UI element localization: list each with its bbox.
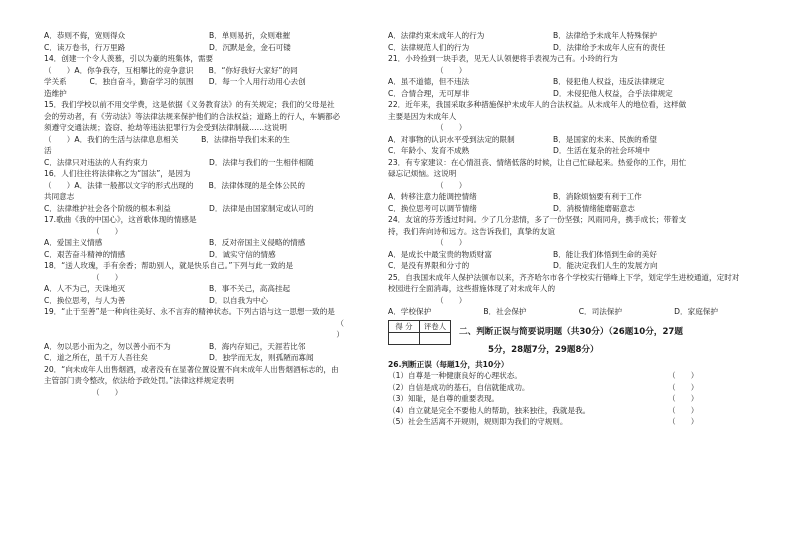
question-line: 17.歌曲《我的中国心》，这首歌体现的情感是 — [44, 215, 197, 224]
answer-bracket: （ ） — [92, 272, 123, 282]
judge-answer-bracket[interactable]: （ ） — [668, 382, 699, 392]
grader-label: 评卷人 — [420, 320, 451, 332]
judge-answer-bracket[interactable]: （ ） — [668, 417, 699, 427]
question-line: 造维护 — [44, 88, 67, 98]
option-row — [44, 157, 374, 169]
option-row — [388, 260, 718, 272]
option-row — [388, 249, 718, 261]
question-line: 22．近年来，我国采取多种措施保护未成年人的合法权益。从未成年人的地位看，这样做 — [388, 100, 687, 109]
score-table — [388, 320, 451, 345]
judge-statement: （1）自尊是一种健康良好的心理状态。 — [388, 371, 522, 381]
judge-answer-bracket[interactable]: （ ） — [668, 394, 699, 404]
question-line: （ ）A．我们的生活与法律息息相关 B．法律指导我们未来的生 — [44, 134, 290, 144]
score-label: 得 分 — [389, 320, 420, 332]
option-item: A．学校保护 — [388, 307, 432, 316]
section-two-header — [388, 320, 718, 345]
option-a: A．转移注意力能调控情绪 — [388, 192, 477, 201]
option-b: D．法律是由国家制定或认可的 — [209, 203, 314, 213]
question-line: 14．创建一个令人羡慕，引以为豪的班集体，需要 — [44, 54, 214, 63]
option-a: C．道之所在，虽千万人吾往矣 — [44, 353, 149, 362]
question-line: 学关系 C．独自奋斗，勤奋学习的氛围 D．每一个人用行动用心去创 — [44, 77, 306, 86]
grader-cell[interactable] — [420, 332, 451, 344]
option-b: D．诚实守信的情感 — [209, 249, 276, 259]
option-a: A．爱国主义情感 — [44, 238, 103, 247]
answer-bracket: （ ） — [436, 65, 467, 75]
answer-bracket: （ ） — [436, 123, 467, 132]
option-row — [388, 88, 718, 100]
option-b: B．法律给予未成年人特殊保护 — [553, 31, 657, 40]
option-row — [388, 30, 718, 42]
option-b: B．是国家的未来、民族的希望 — [553, 134, 657, 144]
question-line: 23．有专家建议：在心情沮丧、情绪低落的时候，让自己忙碌起来。热爱你的工作，用忙 — [388, 157, 687, 167]
option-row — [388, 203, 718, 215]
option-b: D．法律给予未成年人应有的责任 — [553, 42, 666, 52]
judge-item — [388, 382, 718, 394]
option-a: C．合情合理，无可厚非 — [388, 88, 470, 98]
option-a: C．年龄小、发育不成熟 — [388, 146, 470, 155]
right-column — [388, 30, 740, 428]
option-a: A．法律约束未成年人的行为 — [388, 31, 485, 40]
option-row — [388, 191, 718, 203]
question-line: 须遵守交通法规；盗窃、抢劫等违法犯罪行为会受到法律制裁……这说明 — [44, 123, 287, 132]
option-row — [44, 295, 374, 307]
question-line: 会的劳动者，有《劳动法》等法律法规来保护他们的合法权益；道路上的行人，车辆都必 — [44, 111, 341, 121]
question-line: 20．“向未成年人出售烟酒，或者没有在显著位置设置不向未成年人出售烟酒标志的，由 — [44, 364, 339, 374]
question-line: 19．“止于至善”是一种向往美好、永不言弃的精神状态。下列古语与这一思想一致的是 — [44, 307, 335, 316]
option-b: D．法律与我们的一生相伴相随 — [209, 157, 314, 167]
option-b: B．侵犯他人权益，违反法律规定 — [553, 77, 665, 86]
option-row — [44, 30, 374, 42]
option-row — [388, 306, 718, 318]
option-a: A．是成长中最宝贵的物质财富 — [388, 249, 492, 259]
question-line: 15．我们学校以前不用交学费，这是依据《义务教育法》的有关规定；我们的父母是社 — [44, 100, 335, 109]
option-a: C．换位思考可以调节情绪 — [388, 203, 477, 213]
option-b: B．事不关己，高高挂起 — [209, 284, 291, 293]
option-a: C．法律只对违法的人有约束力 — [44, 157, 149, 167]
question-line: 24．友谊的芬芳透过时间。少了几分悲情，多了一份坚强；风雨同舟，携手成长；带着支 — [388, 215, 687, 224]
option-b: D．未侵犯他人权益，合乎法律规定 — [553, 88, 673, 98]
option-a: A．恭则不侮，宽则得众 — [44, 31, 126, 40]
judge-item — [388, 405, 718, 417]
option-row — [44, 283, 374, 295]
option-row — [388, 42, 718, 54]
option-row — [44, 352, 374, 364]
section-title-cont: 5分，28题7分，29题8分） — [488, 344, 599, 355]
option-item: D．家庭保护 — [674, 307, 718, 316]
question-line: 25．自我国未成年人保护法颁布以来，齐齐哈尔市各个学校实行错峰上下学，划定学生进校通道，定时对 — [388, 272, 740, 282]
question-line: 21．小玲捡到一块手表，见无人认领便将手表视为己有。小玲的行为 — [388, 54, 618, 63]
option-b: D．消极情绪能磨砺意志 — [553, 203, 635, 213]
option-row — [388, 76, 718, 88]
question-line: （ ）A．法律一般都以文字的形式出现的 B．法律体现的是全体公民的 — [44, 180, 305, 190]
option-a: C．换位思考，与人为善 — [44, 295, 126, 305]
judge-item — [388, 416, 718, 428]
option-a: C．是没有界限和分寸的 — [388, 261, 470, 270]
option-b: B．能让我们体悟到生命的美好 — [553, 249, 657, 259]
option-row — [388, 145, 718, 157]
section-title: 二、判断正误与简要说明题（共30分）（26题10分，27题 — [459, 326, 684, 337]
option-row — [388, 134, 718, 146]
q26-list — [388, 370, 718, 428]
option-b: B．海内存知己，天涯若比邻 — [209, 341, 306, 351]
option-a: C．法律规范人们的行为 — [388, 42, 470, 52]
answer-bracket: （ ） — [436, 295, 467, 305]
left-column — [44, 30, 374, 398]
option-a: C．艰苦奋斗精神的情感 — [44, 249, 126, 259]
option-b: D．独学而无友，则孤陋而寡闻 — [209, 353, 314, 362]
answer-bracket: ） — [336, 330, 344, 339]
answer-bracket: （ ） — [92, 387, 123, 397]
option-row — [44, 237, 374, 249]
judge-item — [388, 393, 718, 405]
option-item: C．司法保护 — [578, 307, 622, 316]
judge-statement: （4）自立就是完全不要他人的帮助，独来独往，我就是我。 — [388, 405, 591, 415]
answer-bracket: （ ） — [436, 180, 467, 190]
question-line: 共同意志 — [44, 192, 75, 201]
question-line: （ ）A．你争我夺，互相攀比的竞争意识 B．“你好我好大家好”的同 — [44, 65, 298, 75]
answer-bracket: （ — [336, 318, 344, 328]
judge-statement: （2）自信是成功的基石，自信就能成功。 — [388, 382, 530, 392]
judge-answer-bracket[interactable]: （ ） — [668, 371, 699, 381]
option-b: D．能决定我们人生的发展方向 — [553, 261, 658, 270]
option-b: D．以自我为中心 — [209, 295, 269, 305]
question-line: 16．人们往往将法律称之为“国法”，是因为 — [44, 169, 191, 178]
right-questions — [388, 30, 740, 318]
option-a: C．法律维护社会各个阶级的根本利益 — [44, 203, 171, 213]
option-row — [44, 203, 374, 215]
option-item: B．社会保护 — [483, 307, 527, 316]
question-line: 碌忘记烦恼。这说明 — [388, 169, 457, 178]
option-a: A．勿以恶小而为之，勿以善小而不为 — [44, 341, 171, 351]
option-a: A．对事物的认识水平受到法定的限制 — [388, 134, 515, 144]
judge-statement: （3）知耻，是自尊的重要表现。 — [388, 394, 500, 404]
question-line: 主管部门责令整改，依法给予政处罚。”法律这样规定表明 — [44, 376, 234, 385]
option-b: B．单则易折，众则难摧 — [209, 31, 291, 40]
option-b: D．生活在复杂的社会环境中 — [553, 146, 650, 155]
judge-answer-bracket[interactable]: （ ） — [668, 405, 699, 415]
answer-bracket: （ ） — [92, 226, 123, 236]
question-line: 校园进行全面消毒，这些措施体现了对未成年人的 — [388, 284, 556, 293]
question-line: 活 — [44, 146, 52, 155]
option-row — [44, 42, 374, 54]
option-row — [44, 249, 374, 261]
judge-statement: （5）社会生活离不开规则，规则即为我们的守规则。 — [388, 417, 568, 427]
q26-title: 26.判断正误（每题1分，共10分） — [388, 359, 509, 369]
option-a: A．虽不道德，但不违法 — [388, 77, 470, 86]
judge-item — [388, 370, 718, 382]
option-b: D．沉默是金，金石可镂 — [209, 42, 291, 52]
option-row — [44, 341, 374, 353]
option-b: B．消除烦恼要有利于工作 — [553, 192, 642, 201]
option-a: A．人不为己，天诛地灭 — [44, 284, 126, 293]
option-b: B．反对帝国主义侵略的情感 — [209, 238, 306, 247]
option-a: C．读万卷书，行万里路 — [44, 42, 126, 52]
question-line: 主要是因为未成年人 — [388, 111, 457, 121]
question-line: 持，我们奔向诗和远方。这告诉我们，真挚的友谊 — [388, 226, 556, 236]
question-line: 18．“送人玫瑰，手有余香；帮助别人，就是快乐自己。”下列与此一致的是 — [44, 261, 294, 270]
answer-bracket: （ ） — [436, 238, 467, 247]
score-cell[interactable] — [389, 332, 420, 344]
